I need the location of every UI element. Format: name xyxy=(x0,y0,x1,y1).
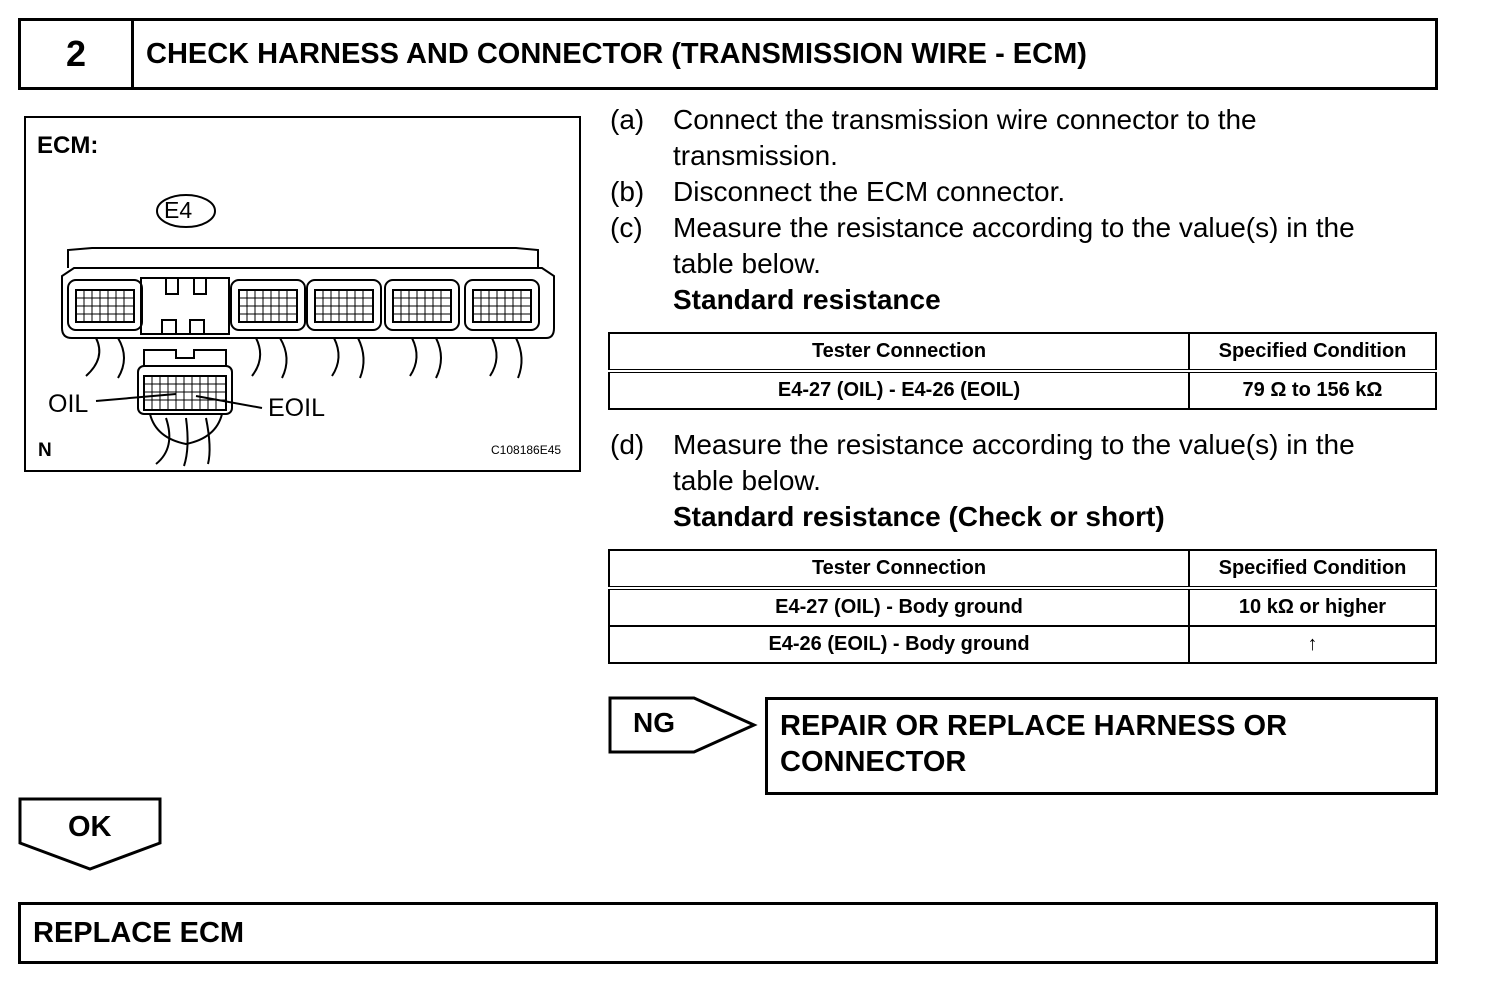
table2-row2-connection: E4-26 (EOIL) - Body ground xyxy=(609,626,1189,663)
table1-header-condition: Specified Condition xyxy=(1189,333,1436,371)
ng-action-box xyxy=(765,697,1438,795)
table2-header-connection: Tester Connection xyxy=(609,550,1189,588)
oil-terminal-label: OIL xyxy=(48,390,89,418)
table1-header-connection: Tester Connection xyxy=(609,333,1189,371)
standard-resistance-table xyxy=(608,332,1437,410)
step-title: CHECK HARNESS AND CONNECTOR (TRANSMISSION WIRE - ECM) xyxy=(146,37,1087,70)
instruction-d-letter: (d) xyxy=(610,429,645,460)
ng-action-line1: REPAIR OR REPLACE HARNESS OR xyxy=(780,710,1288,742)
table2-row1-condition: 10 kΩ or higher xyxy=(1189,588,1436,626)
instruction-a-line2: transmission. xyxy=(673,140,838,171)
ok-label: OK xyxy=(68,811,112,843)
instruction-c-line1: Measure the resistance according to the value(s) in the xyxy=(673,212,1355,243)
table1-row1-connection: E4-27 (OIL) - E4-26 (EOIL) xyxy=(609,371,1189,409)
instruction-b-line1: Disconnect the ECM connector. xyxy=(673,176,1066,207)
step-number: 2 xyxy=(21,21,134,87)
instruction-d-line1: Measure the resistance according to the value(s) in the xyxy=(673,429,1355,460)
illustration-code: C108186E45 xyxy=(491,443,562,457)
ecm-label: ECM: xyxy=(37,132,99,159)
table2-row1-connection: E4-27 (OIL) - Body ground xyxy=(609,588,1189,626)
instruction-c-line2: table below. xyxy=(673,248,821,279)
ng-action-line2: CONNECTOR xyxy=(780,746,967,778)
ok-action-box: REPLACE ECM xyxy=(18,902,1438,964)
instruction-a-letter: (a) xyxy=(610,104,645,135)
ng-label: NG xyxy=(633,707,675,738)
step-header xyxy=(18,18,1438,90)
view-label: N xyxy=(38,440,52,461)
instruction-c-letter: (c) xyxy=(610,212,643,243)
ng-arrow-icon xyxy=(608,696,758,756)
table1-title: Standard resistance xyxy=(673,284,941,315)
instruction-a-line1: Connect the transmission wire connector to the xyxy=(673,104,1257,135)
check-short-resistance-table xyxy=(608,549,1437,664)
eoil-terminal-label: EOIL xyxy=(268,394,325,422)
instruction-d-line2: table below. xyxy=(673,465,821,496)
instruction-b-letter: (b) xyxy=(610,176,645,207)
table2-row2-condition: ↑ xyxy=(1189,626,1436,663)
table2-header-condition: Specified Condition xyxy=(1189,550,1436,588)
table2-title: Standard resistance (Check or short) xyxy=(673,501,1165,532)
connector-e4-label: E4 xyxy=(164,197,193,223)
table1-row1-condition: 79 Ω to 156 kΩ xyxy=(1189,371,1436,409)
ecm-connector-figure xyxy=(24,116,581,472)
